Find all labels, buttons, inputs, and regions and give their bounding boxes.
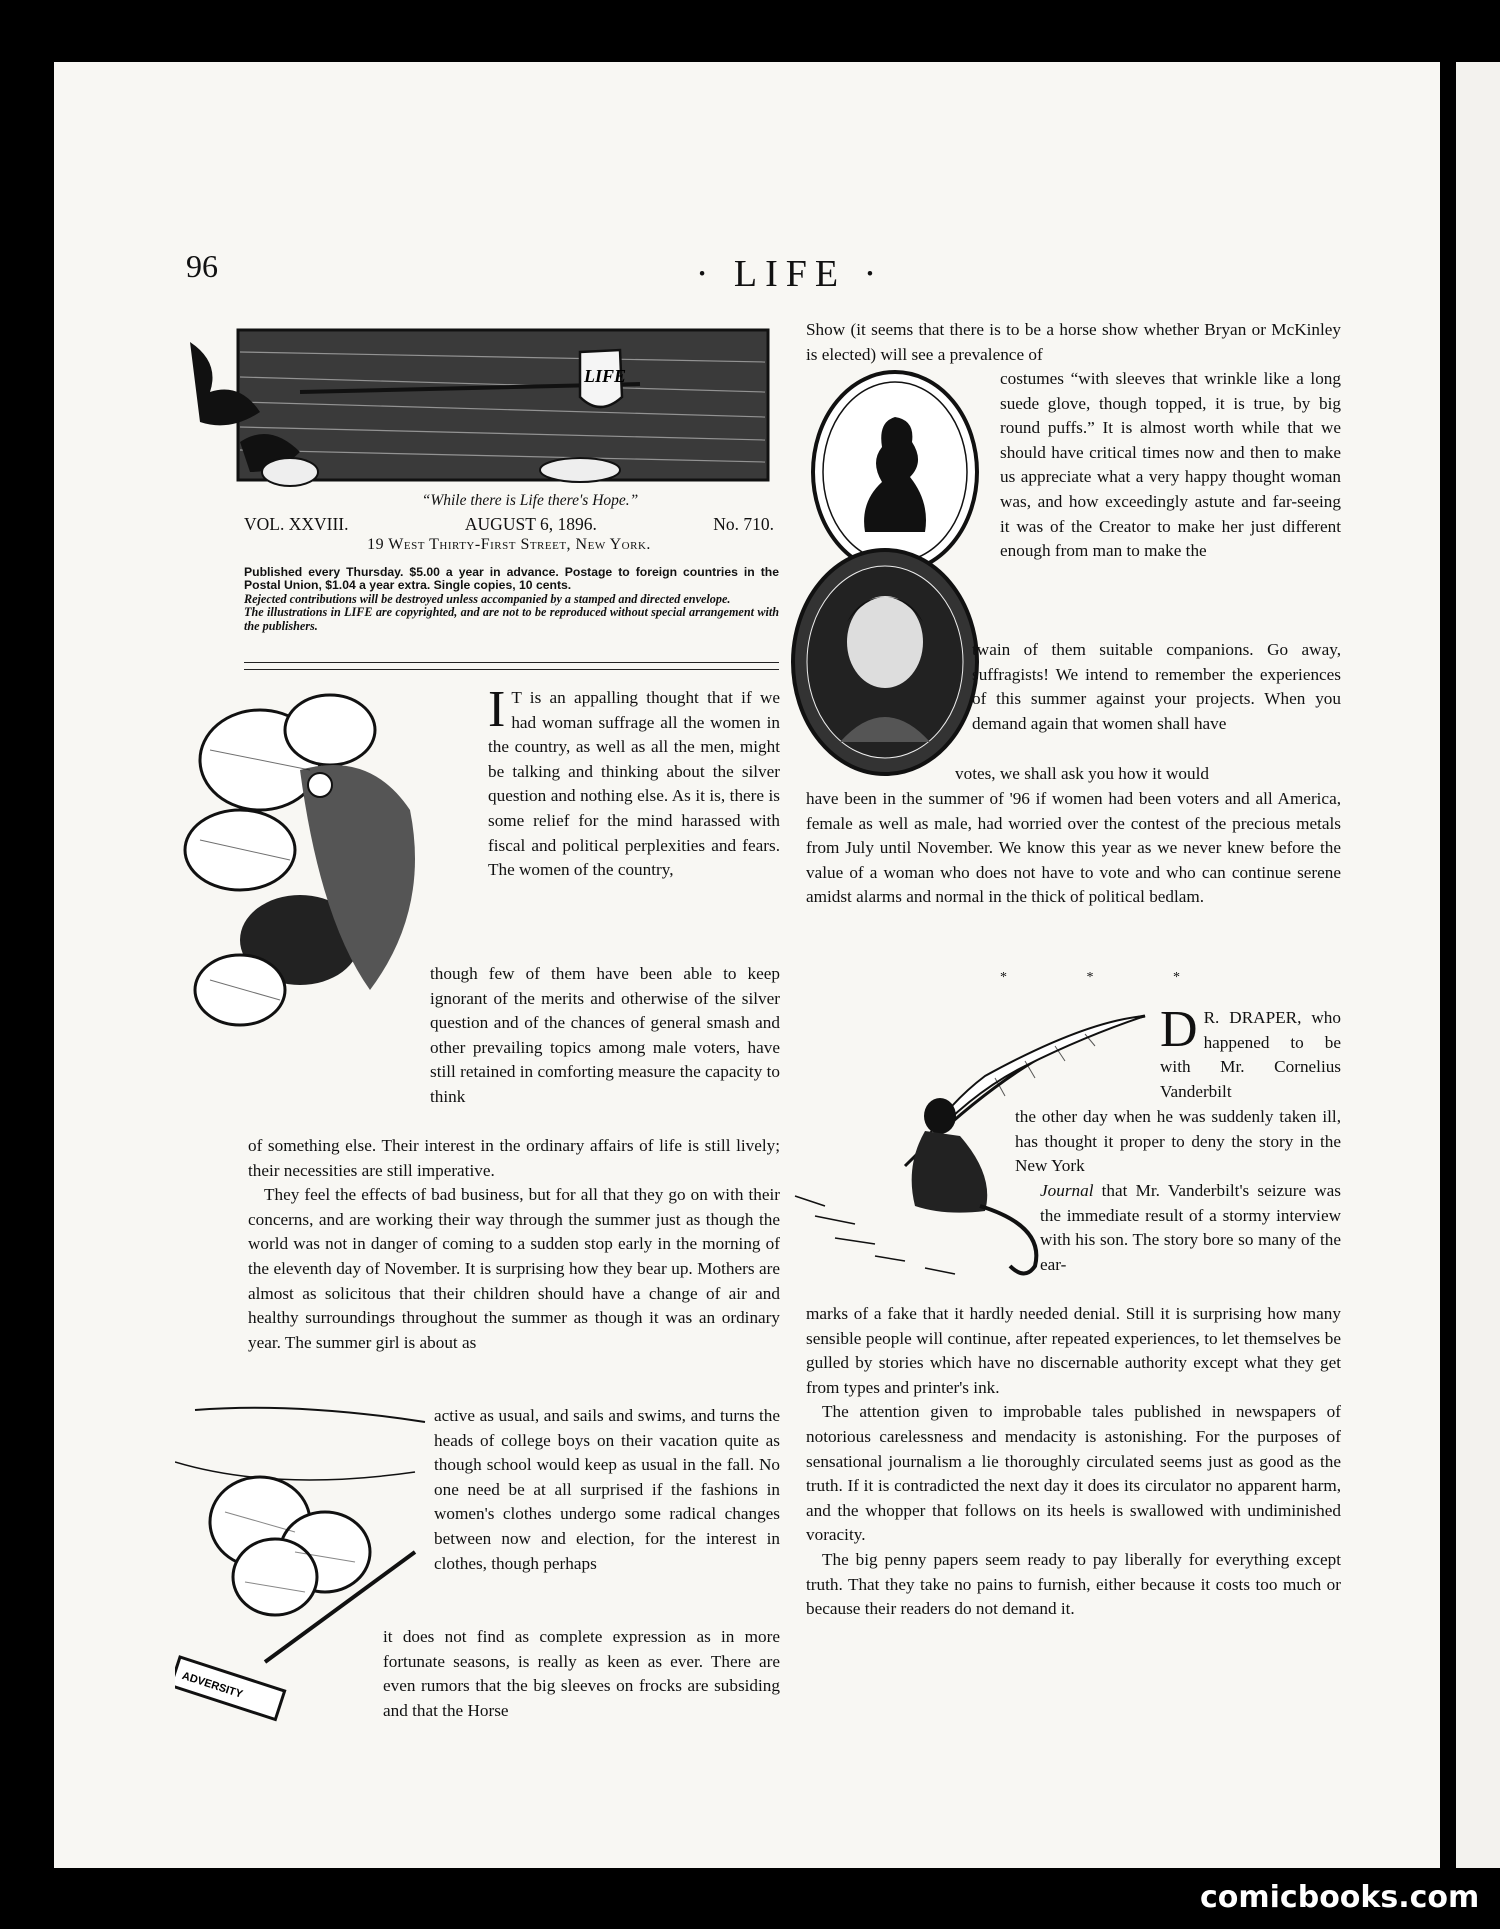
volume-number: VOL. XXVIII. <box>244 514 349 534</box>
article-text-horseshow-2: costumes “with sleeves that wrinkle like a long suede glove, though topped, it is true, by big round puffs.” It is almost worth while that we should have critical times now and then to make us appreciate what a very happy thought woman was, and how exceedingly astute and far-seeing it was of the Creator to make her just different enough from man to make the <box>1000 369 1341 561</box>
mallet-label: ADVERSITY <box>180 1669 245 1701</box>
article-text-newspapers: The attention given to improbable tales published in newspapers of notorious carelessness and mendacity is astonishing. For the purposes of sensational journalism a lie thoroughly circulated seems just as good as the truth. If it is contradicted the next day it does its circulator no apparent harm, and the whopper that follows on its heels is swallowed with undiminished voracity. <box>806 1402 1341 1545</box>
article-text-summer-2: active as usual, and sails and swims, and turns the heads of college boys on their vacation quite as though school would keep as usual in the fall. No one need be at all surprised if the fashions in women's clothes undergo some radical changes between now and election, for the interest in clothes, though perhaps <box>434 1406 780 1573</box>
volume-line <box>244 514 774 535</box>
article-text-penny-papers: The big penny papers seem ready to pay liberally for everything except truth. That they take no pains to furnish, either because it costs too much or because their readers do not demand it. <box>806 1549 1341 1619</box>
fairy-flower-illustration <box>170 690 470 1040</box>
article-text-horseshow-3: twain of them suitable companions. Go away, suffragists! We intend to remember the experiences of this summer against your projects. When you demand again that women shall have <box>972 640 1341 733</box>
left-column-continued <box>430 962 780 1110</box>
right-column-beside-locket-lower <box>972 638 1341 736</box>
dropcap-d: D <box>1160 1001 1198 1058</box>
right-column-top <box>806 318 1341 367</box>
masthead-title: · LIFE · <box>695 253 885 295</box>
article-text-draper-4: marks of a fake that it hardly needed denial. Still it is surprising how many sensible people will continue, after repeated experiences, to let themselves be gulled by stories which have no discernable authority except what they get from types and printer's ink. <box>806 1304 1341 1397</box>
right-column-beside-locket <box>1000 367 1341 564</box>
dropcap-i: I <box>488 681 506 738</box>
article-text-horseshow-1: Show (it seems that there is to be a horse show whether Bryan or McKinley is elected) will see a prevalence of <box>806 320 1341 364</box>
article-text-suffrage-3: of something else. Their interest in the ordinary affairs of life is still lively; their necessities are still imperative. <box>248 1136 780 1180</box>
section-divider-stars: * * * <box>1000 970 1218 985</box>
article-text-summer-1: They feel the effects of bad business, but for all that they go on with their concerns, and are working their way through the summer just as though the world was not in danger of coming to a sudden stop early in the morning of the eleventh day of November. It is surprising how they bear up. Mothers are almost as solicitous that their children should have a change of air and healthy surroundings throughout the summer as though it was an ordinary year. The summer girl is about as <box>248 1185 780 1352</box>
masthead-banner-illustration <box>180 322 775 492</box>
left-column-full-width <box>248 1134 780 1355</box>
article-text-draper-3: that Mr. Vanderbilt's seizure was the immediate result of a stormy interview with his son. The story bore so many of the ear- <box>1040 1181 1341 1274</box>
page-spine <box>1440 62 1456 1868</box>
right-column-bottom <box>806 1302 1341 1622</box>
site-watermark: comicbooks.com <box>1200 1880 1480 1915</box>
copyright-notice: The illustrations in LIFE are copyrighted, and are not to be reproduced without special arrangement with the publishers. <box>244 605 779 633</box>
article-text-summer-3: it does not find as complete expression as in more fortunate seasons, is really as keen as ever. There are even rumors that the big sleeves on frocks are subsiding and that the Horse <box>383 1627 780 1720</box>
right-column-draper-top <box>1160 1001 1341 1104</box>
banner-shield-text: LIFE <box>584 366 627 386</box>
article-text-horseshow-4: votes, we shall ask you how it would <box>955 764 1209 783</box>
left-column-beside-mallet <box>434 1404 780 1576</box>
right-column-votes-line <box>955 762 1341 787</box>
left-column-bottom <box>283 1625 780 1723</box>
issue-number: No. 710. <box>713 514 774 534</box>
publication-info <box>244 566 779 633</box>
double-rule-divider <box>244 662 779 670</box>
right-column-draper-mid <box>1015 1105 1341 1179</box>
left-column-intro <box>488 681 780 883</box>
issue-date: AUGUST 6, 1896. <box>464 514 597 534</box>
article-text-horseshow-5: have been in the summer of '96 if women had been voters and all America, female as well as male, had worried over the contest of the precious metals from July until November. We know this year as we never knew before the value of a woman who does not have to vote and who can continue serene amidst alarms and normal in the thick of political bedlam. <box>806 789 1341 907</box>
journal-name: Journal <box>1040 1181 1094 1200</box>
contributions-notice: Rejected contributions will be destroyed unless accompanied by a stamped and directed envelope. <box>244 591 731 606</box>
subscription-info: Published every Thursday. $5.00 a year in advance. Postage to foreign countries in the Postal Union, $1.04 a year extra. Single copies, 10 cents. <box>244 565 779 593</box>
article-text-draper-2: the other day when he was suddenly taken ill, has thought it proper to deny the story in the New York <box>1015 1107 1341 1176</box>
article-text-suffrage-2: though few of them have been able to keep ignorant of the merits and otherwise of the silver question and of the chances of general smash and other prevailing topics among male voters, have still retained in comforting measure the capacity to think <box>430 964 780 1106</box>
right-column-full-width <box>806 787 1341 910</box>
masthead-motto: “While there is Life there's Hope.” <box>421 492 639 509</box>
article-text-suffrage-1: T is an appalling thought that if we had woman suffrage all the women in the country, as well as all the men, might be talking and thinking about the silver question and nothing else. As it is, there is some relief for the mind harassed with fiscal and political perplexities and fears. The women of the country, <box>488 688 780 880</box>
adjacent-page-edge <box>1456 62 1500 1868</box>
right-column-draper-lower <box>1040 1179 1341 1277</box>
publisher-address: 19 West Thirty-First Street, New York. <box>367 536 651 553</box>
page-number: 96 <box>186 248 218 284</box>
article-text-draper-1: R. DRAPER, who happened to be with Mr. Cornelius Vanderbilt <box>1160 1008 1341 1101</box>
